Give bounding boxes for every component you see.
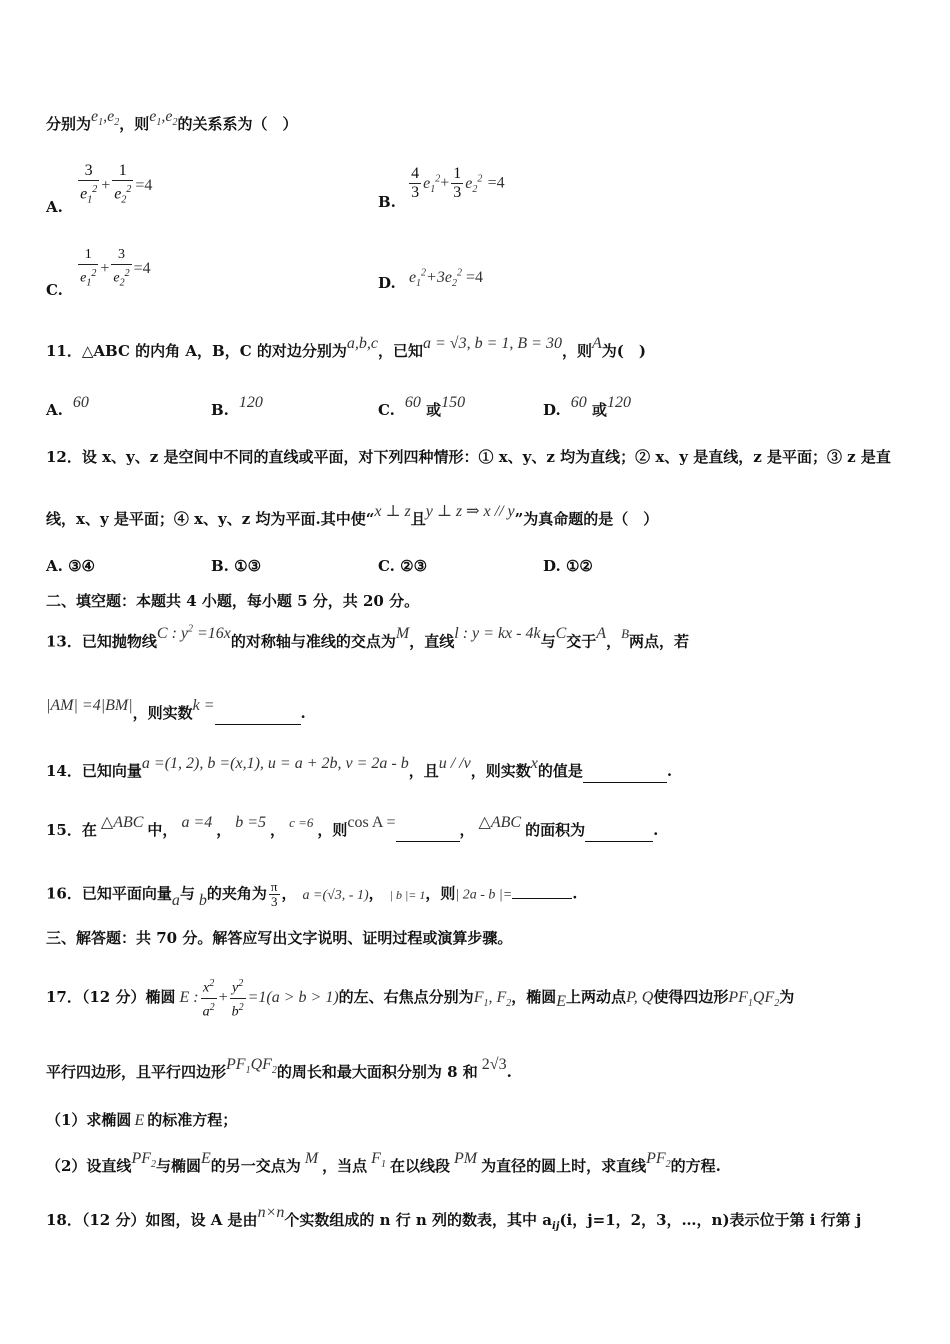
q11-stem: 11．△ABC 的内角 A，B，C 的对边分别为a,b,c，已知a = √3, b = 1, B = 30，则A为( ) xyxy=(46,335,646,360)
math-e1e2b: $e_1,e_2$ xyxy=(149,108,178,129)
math-e1e2: $e_1,e_2$ xyxy=(91,108,120,129)
answer-blank[interactable] xyxy=(215,724,301,725)
q11-option-d: D. 60 或120 xyxy=(543,394,631,419)
q10-option-d: D. $e_1^2+3e_2^2 =4$ xyxy=(378,268,483,293)
q11-option-c: C. 60 或150 xyxy=(378,394,466,419)
q13-line2: |AM| =4|BM|，则实数k = . xyxy=(46,702,306,725)
q14-stem: 14．已知向量a =(1, 2), b =(x,1), u = a + 2b, v = 2a - b，且u / /v，则实数x的值是 . xyxy=(46,760,672,783)
answer-blank[interactable] xyxy=(512,898,572,899)
fraction-x2-a2: $\frac{x^2}{a^2}$ xyxy=(201,975,217,1021)
q10-option-b: B. $\frac{4}{3}$ $e_1^2+$ $\frac{1}{3}$ $e_2^2 =4$ xyxy=(378,165,505,211)
q17-stem-line1: 17．（12 分）椭圆 E : $\frac{x^2}{a^2}$ + $\frac{y^2}{b^2}$ =1(a > b > 1)的左、右焦点分别为$F_1$, $F_2$，椭圆E上两动点P, Q使得四边形$PF_1QF_2$为 xyxy=(46,975,794,1021)
q18-stem: 18．（12 分）如图，设 A 是由n×n个实数组成的 n 行 n 列的数表，其中 $a_{ij}(i$，j=1，2，3，…，n)表示位于第 i 行第 j xyxy=(46,1204,862,1232)
section-heading-fill-blank: 二、填空题：本题共 4 小题，每小题 5 分，共 20 分。 xyxy=(46,592,420,610)
q12-option-d: D. ①② xyxy=(543,557,593,575)
q17-part1: （1）求椭圆 E 的标准方程； xyxy=(46,1111,238,1129)
fraction-y2-b2: $\frac{y^2}{b^2}$ xyxy=(230,975,246,1021)
q15-stem: 15．在 △ABC 中， a =4 ， b =5 ， c =6 ，则cos A = ， △ABC 的面积为 . xyxy=(46,819,658,842)
fraction-pi-3: $\frac{\pi}{3}$ xyxy=(270,879,278,909)
fraction: $\frac{1}{3}$ xyxy=(453,165,462,201)
fraction: $\frac{1}{e_1^2}$ xyxy=(80,247,97,289)
answer-blank[interactable] xyxy=(585,841,653,842)
fraction: $\frac{3}{e_2^2}$ xyxy=(113,247,130,289)
answer-blank[interactable] xyxy=(396,841,460,842)
text: 的关系系为（ ） xyxy=(177,115,298,133)
text: ，则 xyxy=(119,115,150,133)
q10-option-c: C. $\frac{1}{e_1^2}$ + $\frac{3}{e_2^2}$ =4 xyxy=(46,247,151,300)
q11-option-a: A. 60 xyxy=(46,394,89,419)
q17-stem-line2: 平行四边形，且平行四边形$PF_1QF_2$的周长和最大面积分别为 8 和 2√3. xyxy=(46,1056,512,1081)
fraction: $\frac{4}{3}$ xyxy=(411,165,420,201)
q12-stem-line2: 线，x、y 是平面；④ x、y、z 均为平面.其中使“x ⊥ z且y ⊥ z ⇒ x // y”为真命题的是（ ） xyxy=(46,503,659,528)
q16-stem: 16．已知平面向量a与 b的夹角为 $\frac{\pi}{3}$ ， a =(√3, - 1)， | b |= 1，则| 2a - b |= . xyxy=(46,879,578,909)
q11-option-b: B. 120 xyxy=(211,394,263,419)
q10-stem xyxy=(46,108,298,142)
q12-option-b: B. ①③ xyxy=(211,557,262,575)
answer-blank[interactable] xyxy=(583,782,667,783)
q10-option-a: A. $\frac{3}{e_1^2}$ + $\frac{1}{e_2^2}$ =4 xyxy=(46,162,153,216)
section-heading-solutions: 三、解答题：共 70 分。解答应写出文字说明、证明过程或演算步骤。 xyxy=(46,929,513,947)
q12-option-c: C. ②③ xyxy=(378,557,428,575)
q17-part2: （2）设直线$PF_2$与椭圆E的另一交点为 M ，当点 $F_1$ 在以线段 PM 为直径的圆上时，求直线$PF_2$的方程. xyxy=(46,1150,721,1175)
fraction: $\frac{1}{e_2^2}$ xyxy=(114,162,132,206)
q12-option-a: A. ③④ xyxy=(46,557,96,575)
text: 分别为 xyxy=(46,115,92,133)
q13-stem: 13．已知抛物线C : $y^2 =16x$的对称轴与准线的交点为M，直线l : y = kx - 4k与C交于A，B两点，若 xyxy=(46,624,690,651)
fraction: $\frac{3}{e_1^2}$ xyxy=(80,162,98,206)
q12-stem-line1: 12．设 x、y、z 是空间中不同的直线或平面，对下列四种情形：① x、y、z 均为直线；② x、y 是直线，z 是平面；③ z 是直 xyxy=(46,448,891,466)
